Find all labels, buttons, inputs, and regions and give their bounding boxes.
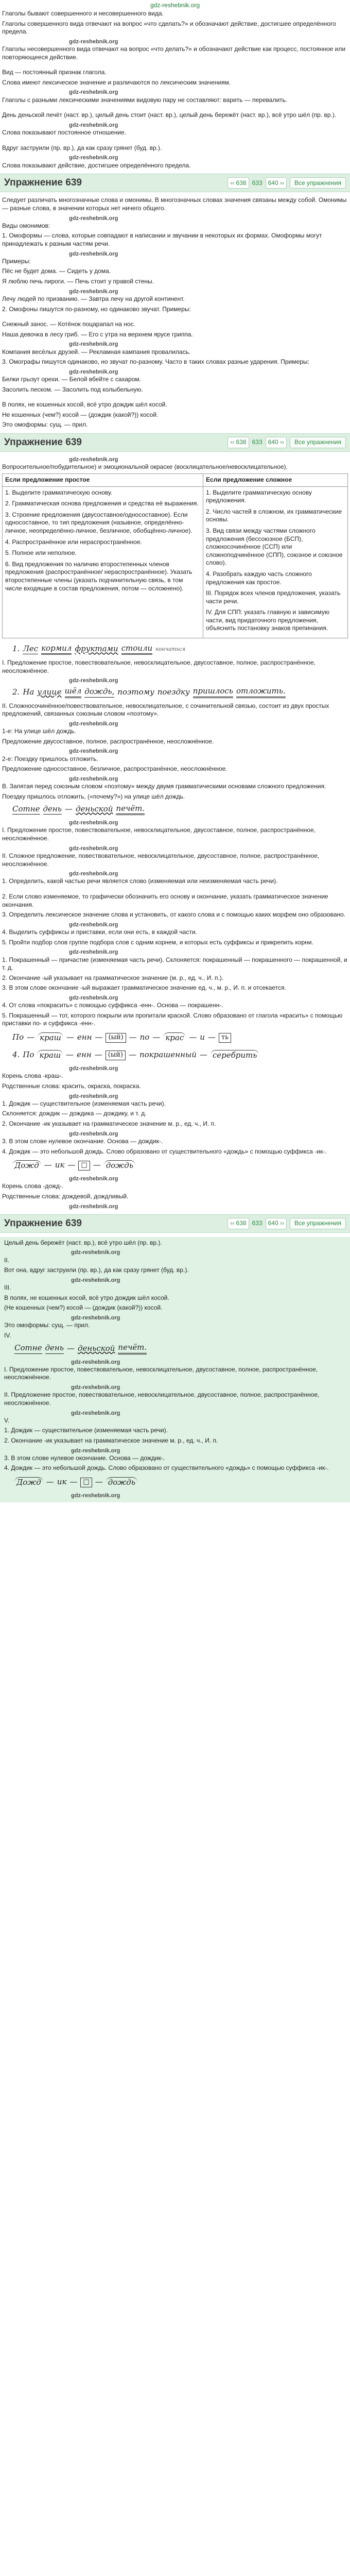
morpheme: покрашенный	[139, 1050, 197, 1060]
morpheme: ик	[57, 1477, 67, 1487]
paragraph: 1-е: На улице шёл дождь.	[2, 727, 76, 735]
paragraph: Снежный занос. — Котёнок поцарапал на нос.	[2, 320, 135, 328]
watermark: gdz-reshebnik.org	[71, 1384, 120, 1391]
paragraph: Засолить песком. — Засолить под колыбельную.	[2, 385, 143, 393]
paragraph: 2. Омофоны пишутся по-разному, но одинаково звучат. Примеры:	[2, 305, 191, 313]
paragraph: Это омоформы: сущ. — прил.	[4, 1321, 90, 1329]
scheme-word: улице	[37, 687, 62, 697]
morpheme-scheme	[12, 1030, 348, 1045]
paragraph: 4. Дождик — это небольшой дождь. Слово образовано от существительного «дождь» с помощью суффикса -ик-.	[2, 1147, 327, 1155]
sentence-scheme	[12, 803, 348, 816]
paragraph: 2. Если слово изменяемое, то графически обозначить его основу и окончание, указать грамматическое значение окончания.	[2, 893, 328, 908]
morpheme: —	[66, 1032, 74, 1042]
paragraph: Не кошенных (чем?) косой — (дождик (какой?)) косой.	[2, 411, 159, 418]
watermark: gdz-reshebnik.org	[71, 1315, 120, 1321]
scheme-word: Сотне	[12, 804, 40, 815]
table-line: 6. Вид предложения по наличию второстепенных членов предложения (распространённое/ нераспространённое). Указать второстепенные члены (указать подчинительную связь, в том числе входящие в состав предложения, потом — осложнено).	[5, 560, 192, 592]
paragraph: 4. Дождик — это небольшой дождь. Слово образовано от существительного «дождь» с помощью суффикса -ик-.	[4, 1464, 329, 1472]
paragraph: Вот она, вдруг заструили (пр. вр.), да как сразу грянет (буд. вр.).	[4, 1266, 189, 1274]
table-line: 4. Разобрать каждую часть сложного предложения как простое.	[205, 570, 312, 586]
paragraph: Родственные слова: дождевой, дождливый.	[2, 1193, 129, 1200]
paragraph: 2-е: Поездку пришлось отложить.	[2, 755, 98, 762]
paragraph: II.	[4, 1256, 10, 1264]
next-exercise-button[interactable]: 640 ››	[266, 437, 287, 448]
paragraph: Предложение односоставное, безличное, распространённое, неосложнённое.	[2, 765, 227, 773]
watermark: gdz-reshebnik.org	[71, 1493, 120, 1499]
morpheme: —	[189, 1032, 197, 1042]
watermark: gdz-reshebnik.org	[71, 1249, 120, 1256]
scheme-word: день	[45, 1343, 64, 1354]
table-line: 3. Строение предложения (двусоставное/односоставное). Если односоставное, то тип предложения (назывное, определённо-личное, неопределённо-личное, безличное, обобщённо-личное).	[5, 511, 192, 534]
watermark: gdz-reshebnik.org	[69, 871, 118, 877]
paragraph: IV.	[4, 1331, 11, 1339]
page-number: 633	[252, 179, 262, 187]
morpheme: —	[46, 1477, 54, 1487]
site-url[interactable]: gdz-reshebnik.org	[150, 2, 200, 9]
analysis-block	[2, 456, 348, 1210]
morpheme: —	[66, 1050, 74, 1060]
sentence-scheme	[12, 686, 348, 699]
morpheme: —	[95, 1477, 103, 1487]
watermark: gdz-reshebnik.org	[69, 250, 118, 257]
morpheme-scheme	[12, 1158, 348, 1173]
paragraph: Вдруг заструили (пр. вр.), да как сразу грянет (буд. вр.).	[2, 144, 162, 151]
morpheme: □	[80, 1478, 92, 1487]
sentence-scheme	[12, 642, 348, 656]
watermark: gdz-reshebnik.org	[69, 1130, 118, 1137]
scheme-word: 1.	[12, 644, 20, 654]
morpheme-scheme	[12, 1047, 348, 1063]
scheme-word: кончаться	[155, 646, 186, 652]
exercise-nav	[227, 1218, 346, 1229]
paragraph: Пёс не будет дома. — Сидеть у дома.	[2, 267, 111, 275]
paragraph: День деньской печёт (наст. вр.), целый день стоит (наст. вр.), целый день бережёт (наст. вр.), всё утро шёл (пр. вр.).	[2, 111, 337, 119]
watermark: gdz-reshebnik.org	[69, 456, 118, 463]
morpheme: —	[93, 1160, 101, 1170]
table-header: Если предложение сложное	[203, 473, 347, 486]
scheme-word: Лес	[23, 644, 38, 655]
table-line: 1. Выделите грамматическую основу предложения.	[205, 488, 312, 504]
paragraph: Компания весёлых друзей. — Рекламная кампания провалилась.	[2, 348, 191, 355]
watermark: gdz-reshebnik.org	[69, 748, 118, 755]
table-cell-left	[3, 486, 203, 638]
scheme-word: дождь,	[84, 687, 114, 698]
scheme-word: —	[64, 804, 73, 814]
morpheme: —	[67, 1160, 76, 1170]
watermark: gdz-reshebnik.org	[69, 677, 118, 684]
scheme-word: поездку	[157, 687, 190, 697]
morpheme: дождь	[104, 1160, 135, 1171]
paragraph: 2. Окончание -ый указывает на грамматическое значение (м. р., ед. ч., И. п.).	[2, 974, 224, 981]
paragraph: Предложение двусоставное, полное, распространённое, неосложнённое.	[2, 737, 214, 745]
morpheme: дождь	[106, 1477, 137, 1488]
paragraph: 1. Определить, какой частью речи является слово (изменяемая или неизменяемая часть речи).	[2, 877, 278, 885]
watermark: gdz-reshebnik.org	[69, 155, 118, 161]
paragraph: Примеры:	[2, 257, 31, 265]
watermark: gdz-reshebnik.org	[69, 820, 118, 826]
watermark: gdz-reshebnik.org	[71, 1277, 120, 1283]
watermark: gdz-reshebnik.org	[69, 89, 118, 96]
theory-block	[2, 10, 348, 170]
paragraph: Глаголы бывают совершенного и несовершенного вида.	[2, 10, 164, 17]
all-exercises-button[interactable]: Все упражнения	[290, 1218, 346, 1229]
watermark: gdz-reshebnik.org	[71, 1410, 120, 1416]
watermark: gdz-reshebnik.org	[69, 341, 118, 348]
scheme-word: печёт.	[116, 804, 145, 816]
watermark: gdz-reshebnik.org	[69, 122, 118, 128]
morpheme: —	[152, 1032, 161, 1042]
table-line: 2. Грамматическая основа предложения и средства её выражения.	[5, 500, 199, 507]
answer-block	[0, 1237, 350, 1502]
paragraph: 1. Омоформы — слова, которые совпадают в написании и звучании в некоторых их формах. Омоформы могут принадлежать к разным частям речи.	[2, 232, 322, 247]
scheme-word: кормил	[41, 643, 72, 655]
table-line: 3. Вид связи между частями сложного предложения (бессоюзное (БСП), сложносочинённое (ССП) или сложноподчинённое (СПП), союзное и союзное слово).	[205, 527, 343, 567]
scheme-word: стоили	[121, 643, 153, 655]
watermark: gdz-reshebnik.org	[69, 38, 118, 45]
table-line: 4. Распространённое или нераспространённое.	[5, 538, 142, 546]
watermark: gdz-reshebnik.org	[71, 1447, 120, 1454]
page-number: 633	[252, 1219, 262, 1227]
exercise-title: Упражнение 639	[4, 436, 82, 448]
paragraph: Слова показывают постоянное отношение.	[2, 129, 127, 137]
paragraph: Белки грызут орехи. — Белой вбейте с сахаром.	[2, 376, 141, 383]
scheme-word: —	[66, 1343, 75, 1353]
exercise-nav	[227, 437, 346, 448]
exercise-title: Упражнение 639	[4, 177, 82, 188]
paragraph: Глаголы совершенного вида отвечают на вопрос «что сделать?» и обозначают действие, достигшее определённого предела.	[2, 20, 336, 36]
paragraph: 3. В этом слове окончание -ый выражает грамматическое значение ед. ч., м. р., И. п. и отсекается.	[2, 984, 286, 992]
morpheme: по	[139, 1032, 150, 1042]
watermark: gdz-reshebnik.org	[69, 845, 118, 852]
watermark: gdz-reshebnik.org	[71, 1359, 120, 1365]
paragraph: Наша девочка в лесу гриб. — Его с утра на верхнем ярусе гриппа.	[2, 330, 193, 338]
morpheme: —	[199, 1050, 207, 1060]
morpheme: (ый)	[106, 1050, 126, 1060]
paragraph: Виды омонимов:	[2, 222, 50, 229]
scheme-word: фруктами	[75, 644, 118, 654]
morpheme: По	[12, 1032, 24, 1042]
morpheme: ть	[219, 1033, 231, 1043]
paragraph: II. Сложносочинённое/повествовательное, невосклицательное, с сочинительной связью, состоит из двух простых предложений, связанных союзным словом «поэтому».	[2, 702, 329, 718]
all-exercises-button[interactable]: Все упражнения	[290, 437, 346, 448]
paragraph: В. Запятая перед союзным словом «поэтому» между двумя грамматическими основами сложного предложения.	[2, 783, 326, 790]
sentence-scheme	[14, 1342, 346, 1355]
table-line: III. Порядок всех членов предложения, указать части речи.	[205, 589, 341, 605]
morpheme: краш	[37, 1050, 63, 1061]
morpheme: енн	[77, 1050, 92, 1060]
exercise-title: Упражнение 639	[4, 1217, 82, 1229]
paragraph: (Не кошенных (чем?) косой — (дождик (какой?)) косой.	[4, 1304, 163, 1312]
paragraph: В полях, не кошенных косой, всё утро дождик шёл косой.	[2, 401, 167, 409]
paragraph: Это омоформы: сущ. — прил.	[2, 421, 88, 429]
paragraph: Следует различать многозначные слова и омонимы. В многозначных словах значения связаны между собой. Омонимы — разные слова, в значении которых нет ничего общего.	[2, 196, 347, 212]
morpheme: —	[94, 1050, 102, 1060]
scheme-word: шёл	[65, 686, 82, 698]
morpheme: и	[200, 1032, 205, 1042]
prev-exercise-button[interactable]: ‹‹ 638	[227, 177, 249, 189]
paragraph: Корень слова -краш-.	[2, 1072, 63, 1080]
page-number: 633	[252, 438, 262, 446]
paragraph: 3. В этом слове нулевое окончание. Основа — дождик-.	[2, 1137, 163, 1145]
morpheme: □	[78, 1161, 90, 1171]
watermark: gdz-reshebnik.org	[69, 1203, 118, 1210]
table-line: 2. Число частей в сложном, их грамматические основы.	[205, 507, 342, 523]
paragraph: 3. В этом слове нулевое окончание. Основа — дождик-.	[4, 1454, 165, 1462]
paragraph: Слова показывают действие, достигшее определённого предела.	[2, 161, 191, 169]
scheme-word: день	[43, 804, 62, 815]
prev-exercise-button[interactable]: ‹‹ 638	[227, 437, 249, 448]
paragraph: III.	[4, 1284, 11, 1292]
scheme-word: Сотне	[14, 1343, 42, 1354]
next-exercise-button[interactable]: 640 ››	[266, 177, 287, 189]
watermark: gdz-reshebnik.org	[69, 720, 118, 727]
morpheme: енн	[77, 1032, 92, 1042]
scheme-word: отложить.	[236, 686, 286, 698]
morpheme-scheme	[14, 1475, 346, 1490]
paragraph: I. Предложение простое, повествовательное, невосклицательное, двусоставное, полное, распространённое, неосложнённое.	[2, 659, 316, 674]
scheme-word: поэтому	[117, 687, 154, 697]
table-cell-right	[203, 486, 347, 638]
morpheme: —	[129, 1032, 137, 1042]
watermark: gdz-reshebnik.org	[69, 775, 118, 782]
morpheme: Дожд	[12, 1160, 41, 1171]
scheme-word: На	[23, 687, 34, 697]
exercise-header	[0, 433, 350, 452]
paragraph: Родственные слова: красить, окраска, покраска.	[2, 1082, 141, 1090]
watermark: gdz-reshebnik.org	[69, 1176, 118, 1182]
paragraph: 4. От слова «покрасить» с помощью суффикса -енн-. Основа — покрашенн-.	[2, 1002, 223, 1009]
watermark: gdz-reshebnik.org	[69, 1065, 118, 1072]
watermark: gdz-reshebnik.org	[69, 921, 118, 928]
morpheme: —	[27, 1032, 35, 1042]
scheme-word: пришлось	[193, 686, 233, 698]
paragraph: Поездку пришлось отложить, («почему?») на улице шёл дождь.	[2, 792, 185, 800]
paragraph: II. Предложение простое, повествовательное, невосклицательное, двусоставное, полное, распространённое, неосложнённое.	[4, 1391, 320, 1406]
paragraph: Вопросительное/побудительное) и эмоциональной окраске (восклицательное/невосклицательное).	[2, 463, 288, 471]
watermark: gdz-reshebnik.org	[69, 1093, 118, 1099]
morpheme: По	[23, 1050, 34, 1060]
paragraph: 2. Окончание -ик указывает на грамматическое значение м. р., ед. ч., И. п.	[4, 1436, 218, 1444]
paragraph: Корень слова -дожд-.	[2, 1182, 64, 1190]
paragraph: В полях, не кошенных косой, всё утро дождик шёл косой.	[4, 1294, 169, 1301]
paragraph: Глаголы с разными лексическими значениями видовую пару не составляют: варить — перевалить.	[2, 96, 288, 104]
exercise-nav	[227, 177, 346, 189]
morpheme: Дожд	[14, 1477, 43, 1488]
parsing-table	[2, 473, 348, 638]
watermark: gdz-reshebnik.org	[69, 215, 118, 222]
paragraph: Слова имеют лексическое значение и различаются по лексическим значениям.	[2, 78, 231, 86]
morpheme: —	[95, 1032, 103, 1042]
watermark: gdz-reshebnik.org	[69, 994, 118, 1001]
exercise-header	[0, 174, 350, 192]
paragraph: Целый день бережёт (наст. вр.), всё утро шёл (пр. вр.).	[4, 1239, 162, 1246]
morpheme: серебрить	[211, 1050, 259, 1061]
next-exercise-button[interactable]: 640 ››	[266, 1218, 287, 1229]
paragraph: V.	[4, 1416, 10, 1424]
paragraph: Лечу людей по призванию. — Завтра лечу на другой континент.	[2, 295, 185, 302]
paragraph: I. Предложение простое, повествовательное, невосклицательное, двусоставное, полное, распространённое, неосложнённое.	[4, 1365, 318, 1381]
scheme-word: деньской	[75, 804, 113, 814]
morpheme: (ый)	[106, 1033, 126, 1043]
paragraph: 1. Дождик — существительное (изменяемая часть речи).	[4, 1427, 168, 1434]
all-exercises-button[interactable]: Все упражнения	[290, 177, 346, 189]
morpheme: —	[44, 1160, 52, 1170]
paragraph: 3. Омографы пишутся одинаково, но звучат по-разному. Часто в таких словах разные ударения. Примеры:	[2, 358, 309, 366]
table-line: 1. Выделите грамматическую основу.	[5, 488, 113, 496]
morpheme: 4.	[12, 1050, 20, 1060]
exercise-header	[0, 1214, 350, 1233]
scheme-word: печёт.	[118, 1343, 147, 1354]
paragraph: Склоняется: дождик — дождика — дождику, и т. д.	[2, 1110, 147, 1117]
paragraph: 5. Покрашенный — тот, которого покрыли или пропитали краской. Слово образовано от глагола «красить» с помощью приставки по- и суффикса -енн-.	[2, 1011, 343, 1027]
morpheme: крас	[163, 1032, 186, 1043]
paragraph: Вид — постоянный признак глагола.	[2, 69, 107, 76]
morpheme: краш	[38, 1032, 63, 1043]
paragraph: 1. Дождик — существительное (изменяемая часть речи).	[2, 1099, 166, 1107]
watermark: gdz-reshebnik.org	[69, 368, 118, 375]
paragraph: I. Предложение простое, повествовательное, невосклицательное, двусоставное, полное, распространённое, неосложнённое.	[2, 826, 316, 842]
table-line: 5. Полное или неполное.	[5, 549, 77, 557]
paragraph: 2. Окончание -ик указывает на грамматическое значение м. р., ед. ч., И. п.	[2, 1120, 216, 1128]
morpheme: —	[69, 1477, 78, 1487]
paragraph: 3. Определить лексическое значение слова и установить, от какого слова и с помощью каких морфем оно образовано.	[2, 911, 346, 919]
paragraph: 5. Пройти подбор слов группе подбора слов с одним корнем, и которых есть суффиксы и прикрепить корни.	[2, 938, 313, 946]
table-header: Если предложение простое	[3, 473, 203, 486]
paragraph: 1. Покрашенный — причастие (изменяемая часть речи). Склоняется: покрашенный — покрашенного — покрашенной, и т. д.	[2, 956, 347, 972]
morpheme: ик	[55, 1160, 65, 1170]
morpheme: —	[128, 1050, 136, 1060]
paragraph: II. Сложное предложение, повествовательное, невосклицательное, двусоставное, полное, распространённое, неосложнённое.	[2, 852, 320, 868]
paragraph: 4. Выделить суффиксы и приставки, если они есть, в каждой части.	[2, 928, 197, 936]
prev-exercise-button[interactable]: ‹‹ 638	[227, 1218, 249, 1229]
morpheme: —	[207, 1032, 216, 1042]
paragraph: Я люблю печь пироги. — Печь стоит у правой стены.	[2, 278, 154, 285]
paragraph: Глаголы несовершенного вида отвечают на вопрос «что делать?» и обозначают действие как процесс, постоянное или повторяющееся действие.	[2, 45, 346, 61]
homonyms-block	[2, 196, 348, 429]
table-line: IV. Для СПП: указать главную и зависимую части, вид придаточного предложения, объяснить постановку знаков препинания.	[205, 608, 329, 632]
scheme-word: 2.	[12, 687, 20, 697]
watermark: gdz-reshebnik.org	[69, 949, 118, 956]
scheme-word: деньской	[77, 1343, 115, 1353]
watermark: gdz-reshebnik.org	[69, 288, 118, 295]
